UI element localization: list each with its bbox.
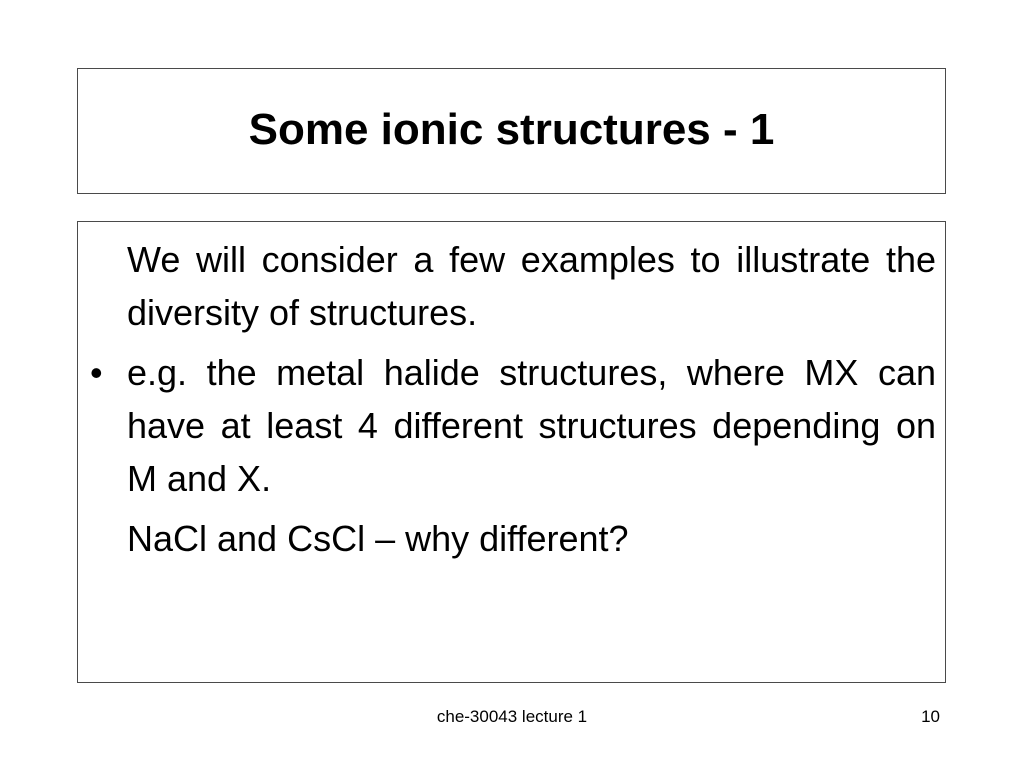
- slide-title: Some ionic structures - 1: [248, 105, 775, 154]
- paragraph-1-text: We will consider a few examples to illustrate the diversity of structures.: [127, 239, 936, 333]
- paragraph-3-text: NaCl and CsCl – why different?: [127, 518, 629, 559]
- content-box: [77, 221, 946, 683]
- paragraph-1: [127, 233, 936, 339]
- content-text-area: [90, 233, 936, 565]
- page-number: 10: [921, 707, 940, 726]
- paragraph-3: [127, 512, 936, 565]
- paragraph-2-text: e.g. the metal halide structures, where MX can have at least 4 different structures depending on M and X.: [127, 352, 936, 499]
- bullet-icon: •: [90, 352, 103, 393]
- footer-text: che-30043 lecture 1: [436, 707, 588, 726]
- title-box: [77, 68, 946, 194]
- paragraph-2: [90, 346, 936, 505]
